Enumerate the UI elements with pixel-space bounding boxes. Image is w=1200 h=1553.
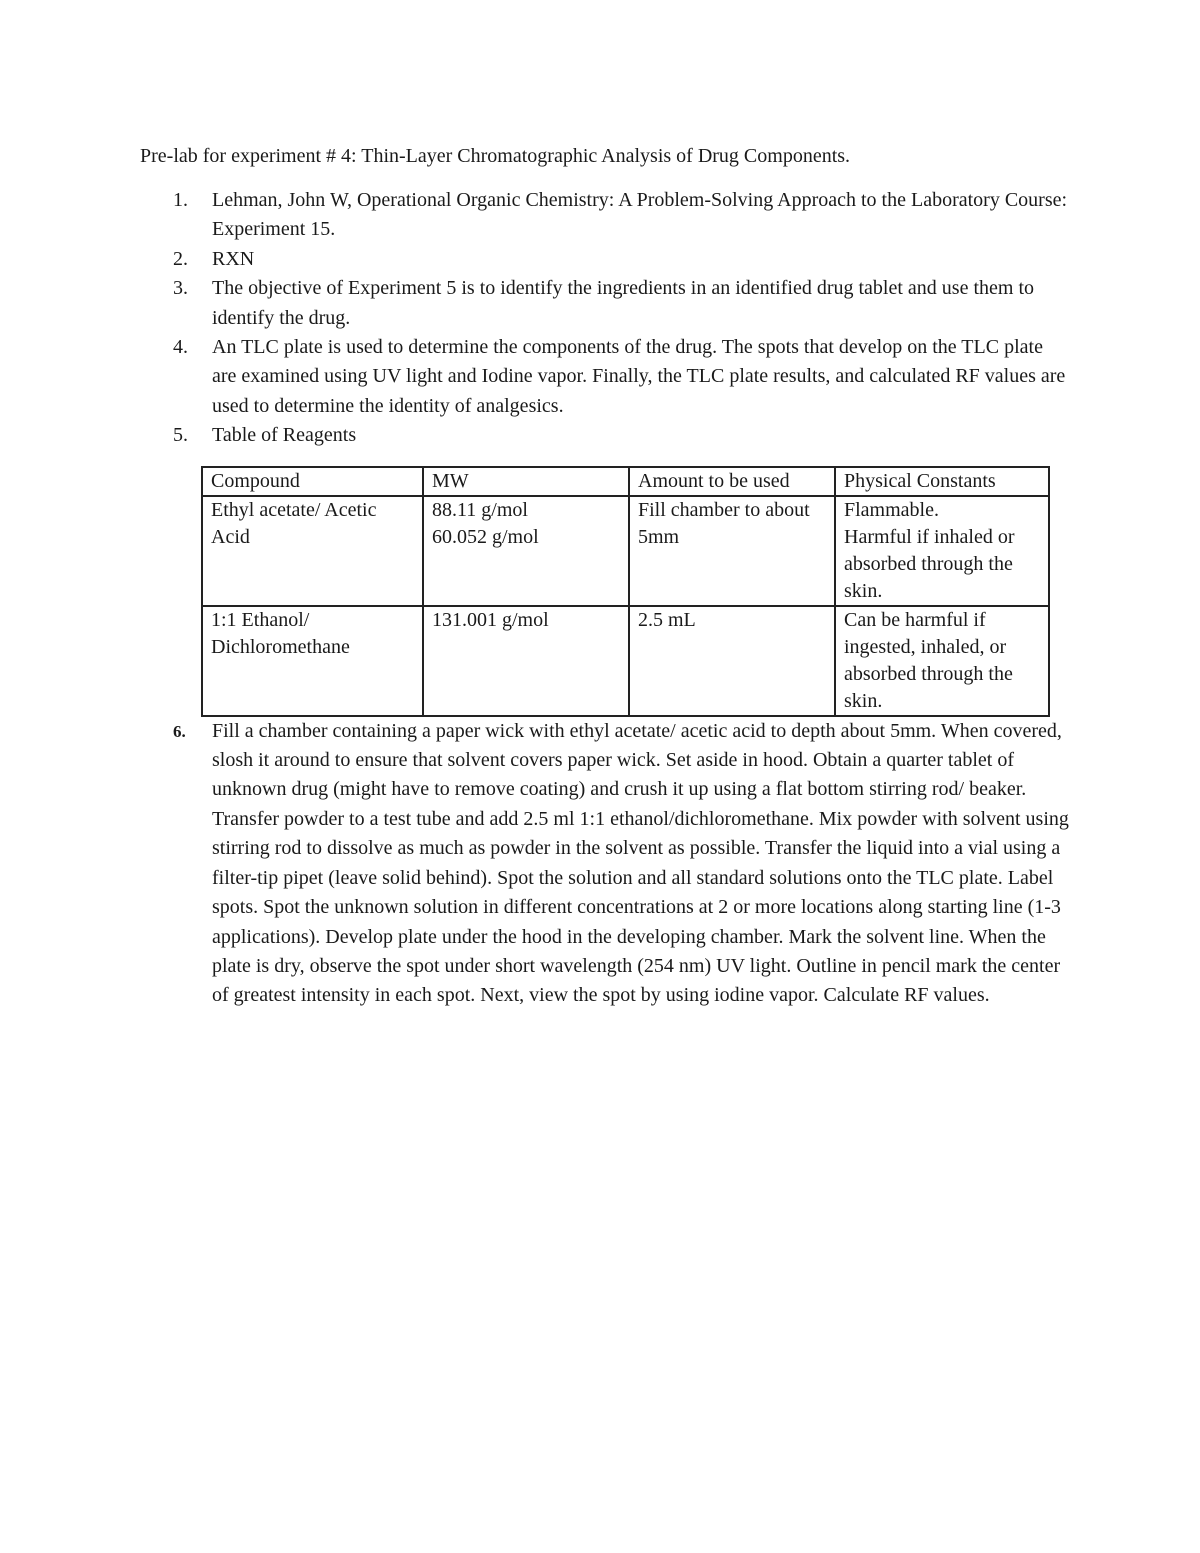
list-item <box>160 421 1070 716</box>
item-number: 2. <box>173 247 188 270</box>
header-mw: MW <box>423 467 629 496</box>
item-number: 1. <box>173 189 188 211</box>
table-cell: Fill chamber to about 5mm <box>629 496 835 606</box>
list-item <box>160 186 1070 245</box>
header-compound: Compound <box>202 467 423 496</box>
reagents-table <box>201 466 1050 717</box>
item-text: RXN <box>212 247 255 270</box>
table-cell: 1:1 Ethanol/ Dichloromethane <box>202 606 423 716</box>
table-cell: 88.11 g/mol 60.052 g/mol <box>423 496 629 606</box>
prelab-list <box>160 186 1070 1011</box>
header-physical-constants: Physical Constants <box>835 467 1049 496</box>
item-number: 4. <box>173 336 188 359</box>
item-number: 5. <box>173 424 188 447</box>
item-text: Fill a chamber containing a paper wick with ethyl acetate/ acetic acid to depth about 5mm. When covered, slosh it around to ensure that solvent covers paper wick. Set aside in hood. Obtain a quarter tablet of unknown drug (might have to remove coating) and crush it up using a flat bottom stirring rod/ beaker. Transfer powder to a test tube and add 2.5 ml 1:1 ethanol/dichloromethane. Mix powder with solvent using stirring rod to dissolve as much as powder in the solvent as possible. Transfer the liquid into a vial using a filter-tip pipet (leave solid behind). Spot the solution and all standard solutions onto the TLC plate. Label spots. Spot the unknown solution in different concentrations at 2 or more locations along starting line (1-3 applications). Develop plate under the hood in the developing chamber. Mark the solvent line. When the plate is dry, observe the spot under short wavelength (254 nm) UV light. Outline in pencil mark the center of greatest intensity in each spot. Next, view the spot by using iodine vapor. Calculate RF values. <box>212 719 1069 1007</box>
table-cell: 2.5 mL <box>629 606 835 716</box>
item-text: The objective of Experiment 5 is to identify the ingredients in an identified drug tablet and use them to identify the drug. <box>212 277 1035 329</box>
header-amount: Amount to be used <box>629 467 835 496</box>
list-item <box>160 333 1070 421</box>
item-text: Table of Reagents <box>212 424 357 447</box>
table-cell: Ethyl acetate/ Acetic Acid <box>202 496 423 606</box>
page-title: Pre-lab for experiment # 4: Thin-Layer Chromatographic Analysis of Drug Components. <box>140 145 851 167</box>
item-number: 6. <box>173 721 186 741</box>
table-cell: Can be harmful if ingested, inhaled, or absorbed through the skin. <box>835 606 1049 716</box>
list-item <box>160 245 1070 274</box>
list-item <box>160 274 1070 333</box>
table-row <box>202 496 1049 606</box>
item-number: 3. <box>173 277 188 300</box>
table-row <box>202 606 1049 716</box>
table-cell: 131.001 g/mol <box>423 606 629 716</box>
table-header-row <box>202 467 1049 496</box>
item-text: Lehman, John W, Operational Organic Chemistry: A Problem-Solving Approach to the Laboratory Course: Experiment 15. <box>212 189 1068 241</box>
table-cell: Flammable. Harmful if inhaled or absorbed through the skin. <box>835 496 1049 606</box>
list-item <box>160 717 1070 1011</box>
item-text: An TLC plate is used to determine the components of the drug. The spots that develop on the TLC plate are examined using UV light and Iodine vapor. Finally, the TLC plate results, and calculated RF values are used to determine the identity of analgesics. <box>212 336 1066 417</box>
